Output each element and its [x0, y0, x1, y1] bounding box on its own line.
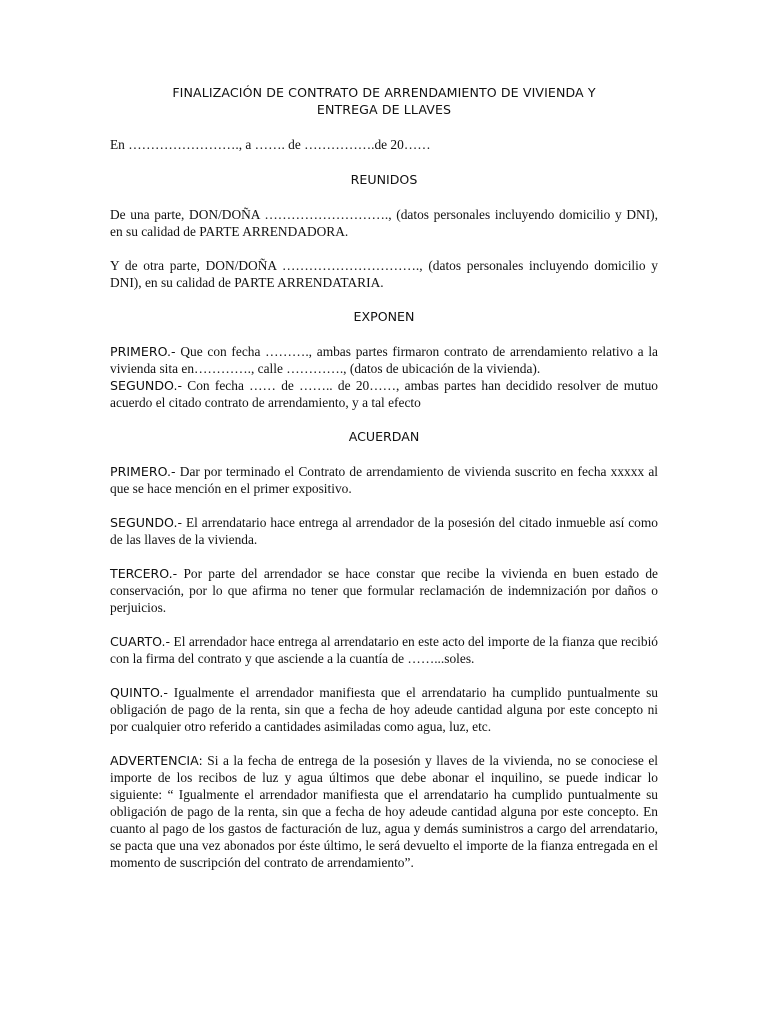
- heading-acuerdan: ACUERDAN: [348, 429, 420, 444]
- exponen-primero-label: PRIMERO.-: [110, 344, 176, 359]
- acuerdan-quinto-label: QUINTO.-: [110, 685, 168, 700]
- acuerdan-quinto: [110, 684, 658, 735]
- acuerdan-segundo: [110, 514, 658, 548]
- acuerdan-tercero-text: Por parte del arrendador se hace constar que recibe la vivienda en buen estado de conservación, por lo que afirma no tener que formular reclamación de indemnización por daños o perjuicios.: [110, 566, 658, 615]
- advertencia-text: Si a la fecha de entrega de la posesión y llaves de la vivienda, no se conociese el importe de los recibos de luz y agua últimos que debe abonar el inquilino, se puede indicar lo siguiente: “ Igualmente el arrendador manifiesta que el arrendatario ha cumplido puntualmente su obligación de pago de la renta, sin que a fecha de hoy adeude cantidad alguna por este concepto. En cuanto al pago de los gastos de facturación de luz, agua y demás suministros a cargo del arrendatario, se pacta que una vez abonados por éste último, le será devuelto el importe de la fianza entregada en el momento de suscripción del contrato de arrendamiento”.: [110, 753, 658, 870]
- acuerdan-tercero-label: TERCERO.-: [110, 566, 178, 581]
- paragraph-arrendadora: De una parte, DON/DOÑA ………………………., (datos personales incluyendo domicilio y DNI), en su calidad de PARTE ARRENDADORA.: [110, 207, 658, 239]
- acuerdan-tercero: [110, 565, 658, 616]
- acuerdan-segundo-text: El arrendatario hace entrega al arrendador de la posesión del citado inmueble así como de las llaves de la vivienda.: [110, 515, 658, 547]
- place-date-line: En ……………………., a ……. de …………….de 20……: [110, 137, 431, 152]
- acuerdan-primero-label: PRIMERO.-: [110, 464, 176, 479]
- acuerdan-cuarto: [110, 633, 658, 667]
- document-page: [110, 84, 658, 888]
- exponen-segundo-text: Con fecha …… de …….. de 20……, ambas partes han decidido resolver de mutuo acuerdo el citado contrato de arrendamiento, y a tal efecto: [110, 378, 658, 410]
- exponen-primero: [110, 343, 658, 377]
- exponen-segundo-label: SEGUNDO.-: [110, 378, 182, 393]
- advertencia-label: ADVERTENCIA:: [110, 753, 203, 768]
- heading-reunidos: REUNIDOS: [350, 172, 418, 187]
- exponen-segundo: [110, 377, 658, 411]
- document-title: [110, 84, 658, 118]
- acuerdan-cuarto-text: El arrendador hace entrega al arrendatario en este acto del importe de la fianza que recibió con la firma del contrato y que asciende a la cuantía de ……...soles.: [110, 634, 658, 666]
- advertencia: [110, 752, 658, 871]
- paragraph-arrendataria: Y de otra parte, DON/DOÑA …………………………., (datos personales incluyendo domicilio y DNI), en su calidad de PARTE ARRENDATARIA.: [110, 258, 658, 290]
- acuerdan-segundo-label: SEGUNDO.-: [110, 515, 182, 530]
- acuerdan-primero-text: Dar por terminado el Contrato de arrendamiento de vivienda suscrito en fecha xxxxx al que se hace mención en el primer expositivo.: [110, 464, 658, 496]
- heading-exponen: EXPONEN: [353, 309, 415, 324]
- title-line-1: FINALIZACIÓN DE CONTRATO DE ARRENDAMIENTO DE VIVIENDA Y: [172, 85, 596, 100]
- acuerdan-primero: [110, 463, 658, 497]
- exponen-primero-text: Que con fecha ………., ambas partes firmaron contrato de arrendamiento relativo a la vivienda sita en…………., calle …………., (datos de ubicación de la vivienda).: [110, 344, 658, 376]
- title-line-2: ENTREGA DE LLAVES: [316, 102, 452, 117]
- acuerdan-quinto-text: Igualmente el arrendador manifiesta que el arrendatario ha cumplido puntualmente su obligación de pago de la renta, sin que a fecha de hoy adeude cantidad alguna por este concepto ni por cualquier otro referido a cantidades asimiladas como agua, luz, etc.: [110, 685, 658, 734]
- acuerdan-cuarto-label: CUARTO.-: [110, 634, 171, 649]
